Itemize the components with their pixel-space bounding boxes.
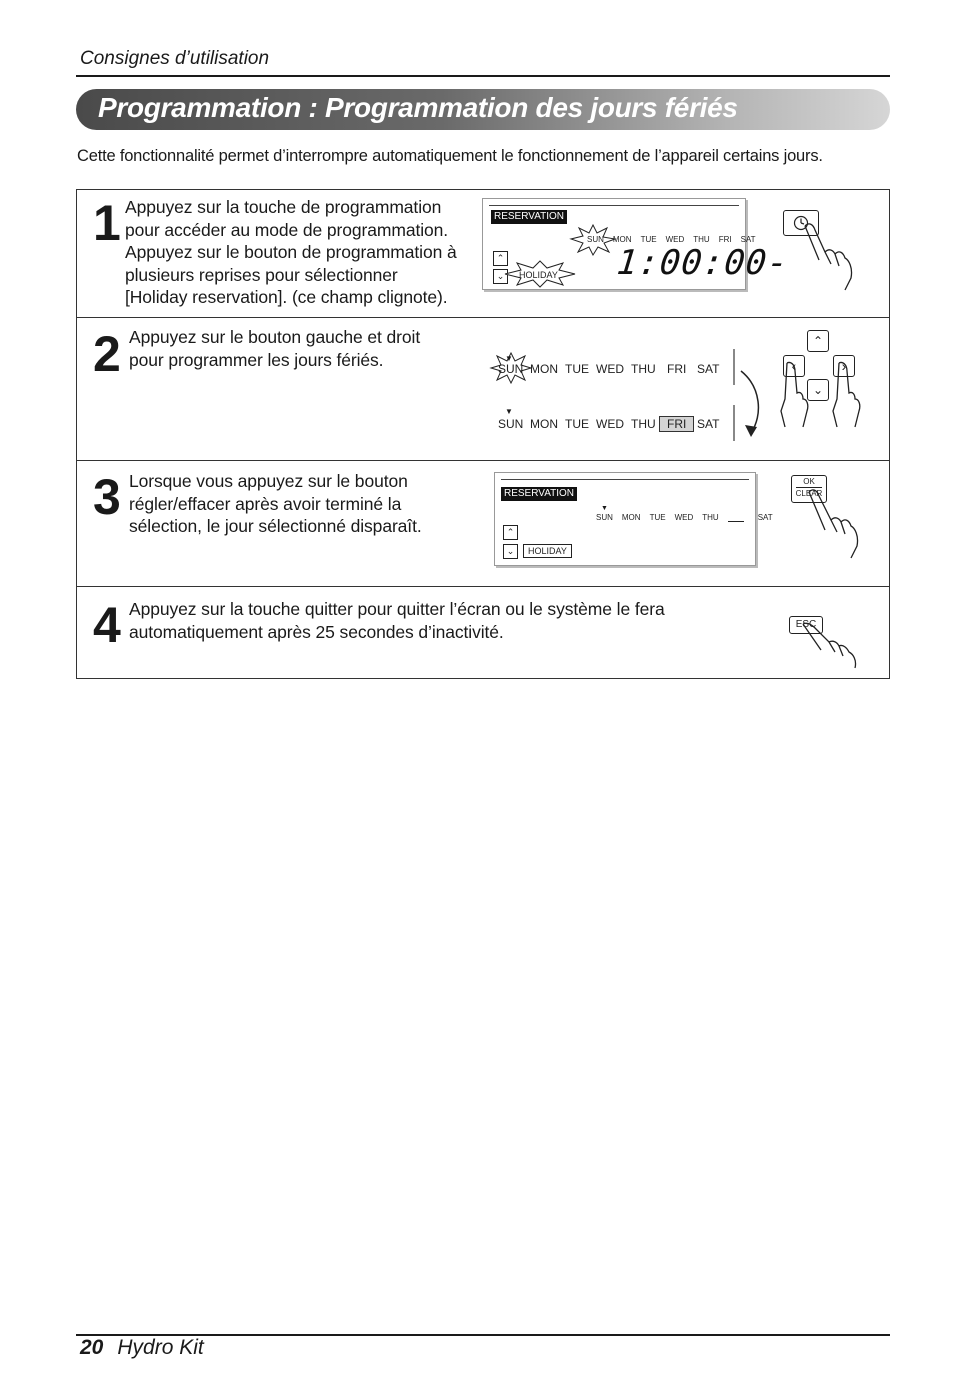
reservation-tag: RESERVATION (491, 210, 567, 224)
holiday-label: HOLIDAY (519, 270, 558, 280)
up-button[interactable]: ⌃ (807, 330, 829, 352)
steps-table (76, 189, 890, 679)
intro-text: Cette fonctionnalité permet d’interrompre automatiquement le fonctionnement de l’appareil certains jours. (77, 147, 823, 165)
title-bar (76, 89, 890, 130)
page-number: 20 (80, 1336, 104, 1359)
page-footer (80, 1336, 204, 1360)
lcd-display (482, 198, 791, 290)
display-edge (733, 349, 735, 385)
selector-marker: ▼ (505, 407, 513, 416)
page-title: Programmation : Programmation des jours fériés (98, 92, 738, 123)
step-number: 4 (93, 597, 121, 653)
pointing-hand-icon (777, 359, 817, 431)
step-number: 2 (93, 326, 121, 382)
selected-day: FRI (659, 416, 694, 432)
down-button[interactable]: ⌄ (807, 379, 829, 401)
step-text: Appuyez sur la touche de programmation pour accéder au mode de programmation. Appuyez sur le bouton de programmation à plusieurs reprises pour sélectionner [Holiday reservation]. (ce champ clignote). (125, 197, 457, 307)
header-rule (76, 75, 890, 77)
selector-marker: ▼ (601, 505, 608, 512)
step-1 (77, 190, 889, 318)
up-arrow-icon: ⌃ (503, 525, 518, 540)
down-arrow-icon: ⌄ (503, 544, 518, 559)
right-button[interactable]: › (833, 355, 855, 377)
up-arrow-icon: ⌃ (493, 251, 508, 266)
day-row: SUN MON TUE WED THU FRI SAT (587, 235, 756, 244)
lcd-display (494, 472, 773, 566)
step-number: 3 (93, 469, 121, 525)
step-text: Lorsque vous appuyez sur le bouton régler/effacer après avoir terminé la sélection, le jour sélectionné disparaît. (129, 471, 422, 536)
step-2: 2 Appuyez sur le bouton gauche et droit pour programmer les jours fériés. ▼ SUN MON TUE WED THU FRI SAT ▼ SUN MON TUE WED THU FRI SAT ⌃ ‹ › ⌄ (77, 317, 889, 461)
time-readout: 1:00:00- (614, 243, 791, 283)
section-label: Consignes d’utilisation (80, 48, 270, 69)
down-arrow-icon: ⌄ (493, 269, 508, 284)
step-number: 1 (93, 195, 121, 251)
pointing-hand-icon (803, 488, 863, 558)
removed-day-slot (728, 513, 744, 522)
display-edge (733, 405, 735, 441)
ok-clear-button[interactable]: OK CLEAR (791, 475, 827, 503)
esc-button[interactable]: ESC (789, 616, 823, 634)
holiday-tag: HOLIDAY (523, 544, 572, 558)
selector-marker: ▼ (505, 354, 513, 363)
step-text: Appuyez sur la touche quitter pour quitter l’écran ou le système le fera automatiquement après 25 secondes d’inactivité. (129, 599, 665, 642)
step-text: Appuyez sur le bouton gauche et droit pour programmer les jours fériés. (129, 327, 421, 370)
left-button[interactable]: ‹ (783, 355, 805, 377)
product-name: Hydro Kit (117, 1336, 204, 1359)
step-3 (77, 460, 889, 587)
pointing-hand-icon (829, 359, 869, 431)
day-row: SUN MON TUE WED THU SAT (596, 513, 773, 522)
pointing-hand-icon (795, 220, 855, 290)
reservation-tag: RESERVATION (501, 487, 577, 501)
pointing-hand-icon (799, 622, 859, 672)
step-4 (77, 586, 889, 678)
curved-arrow-icon (737, 369, 767, 439)
